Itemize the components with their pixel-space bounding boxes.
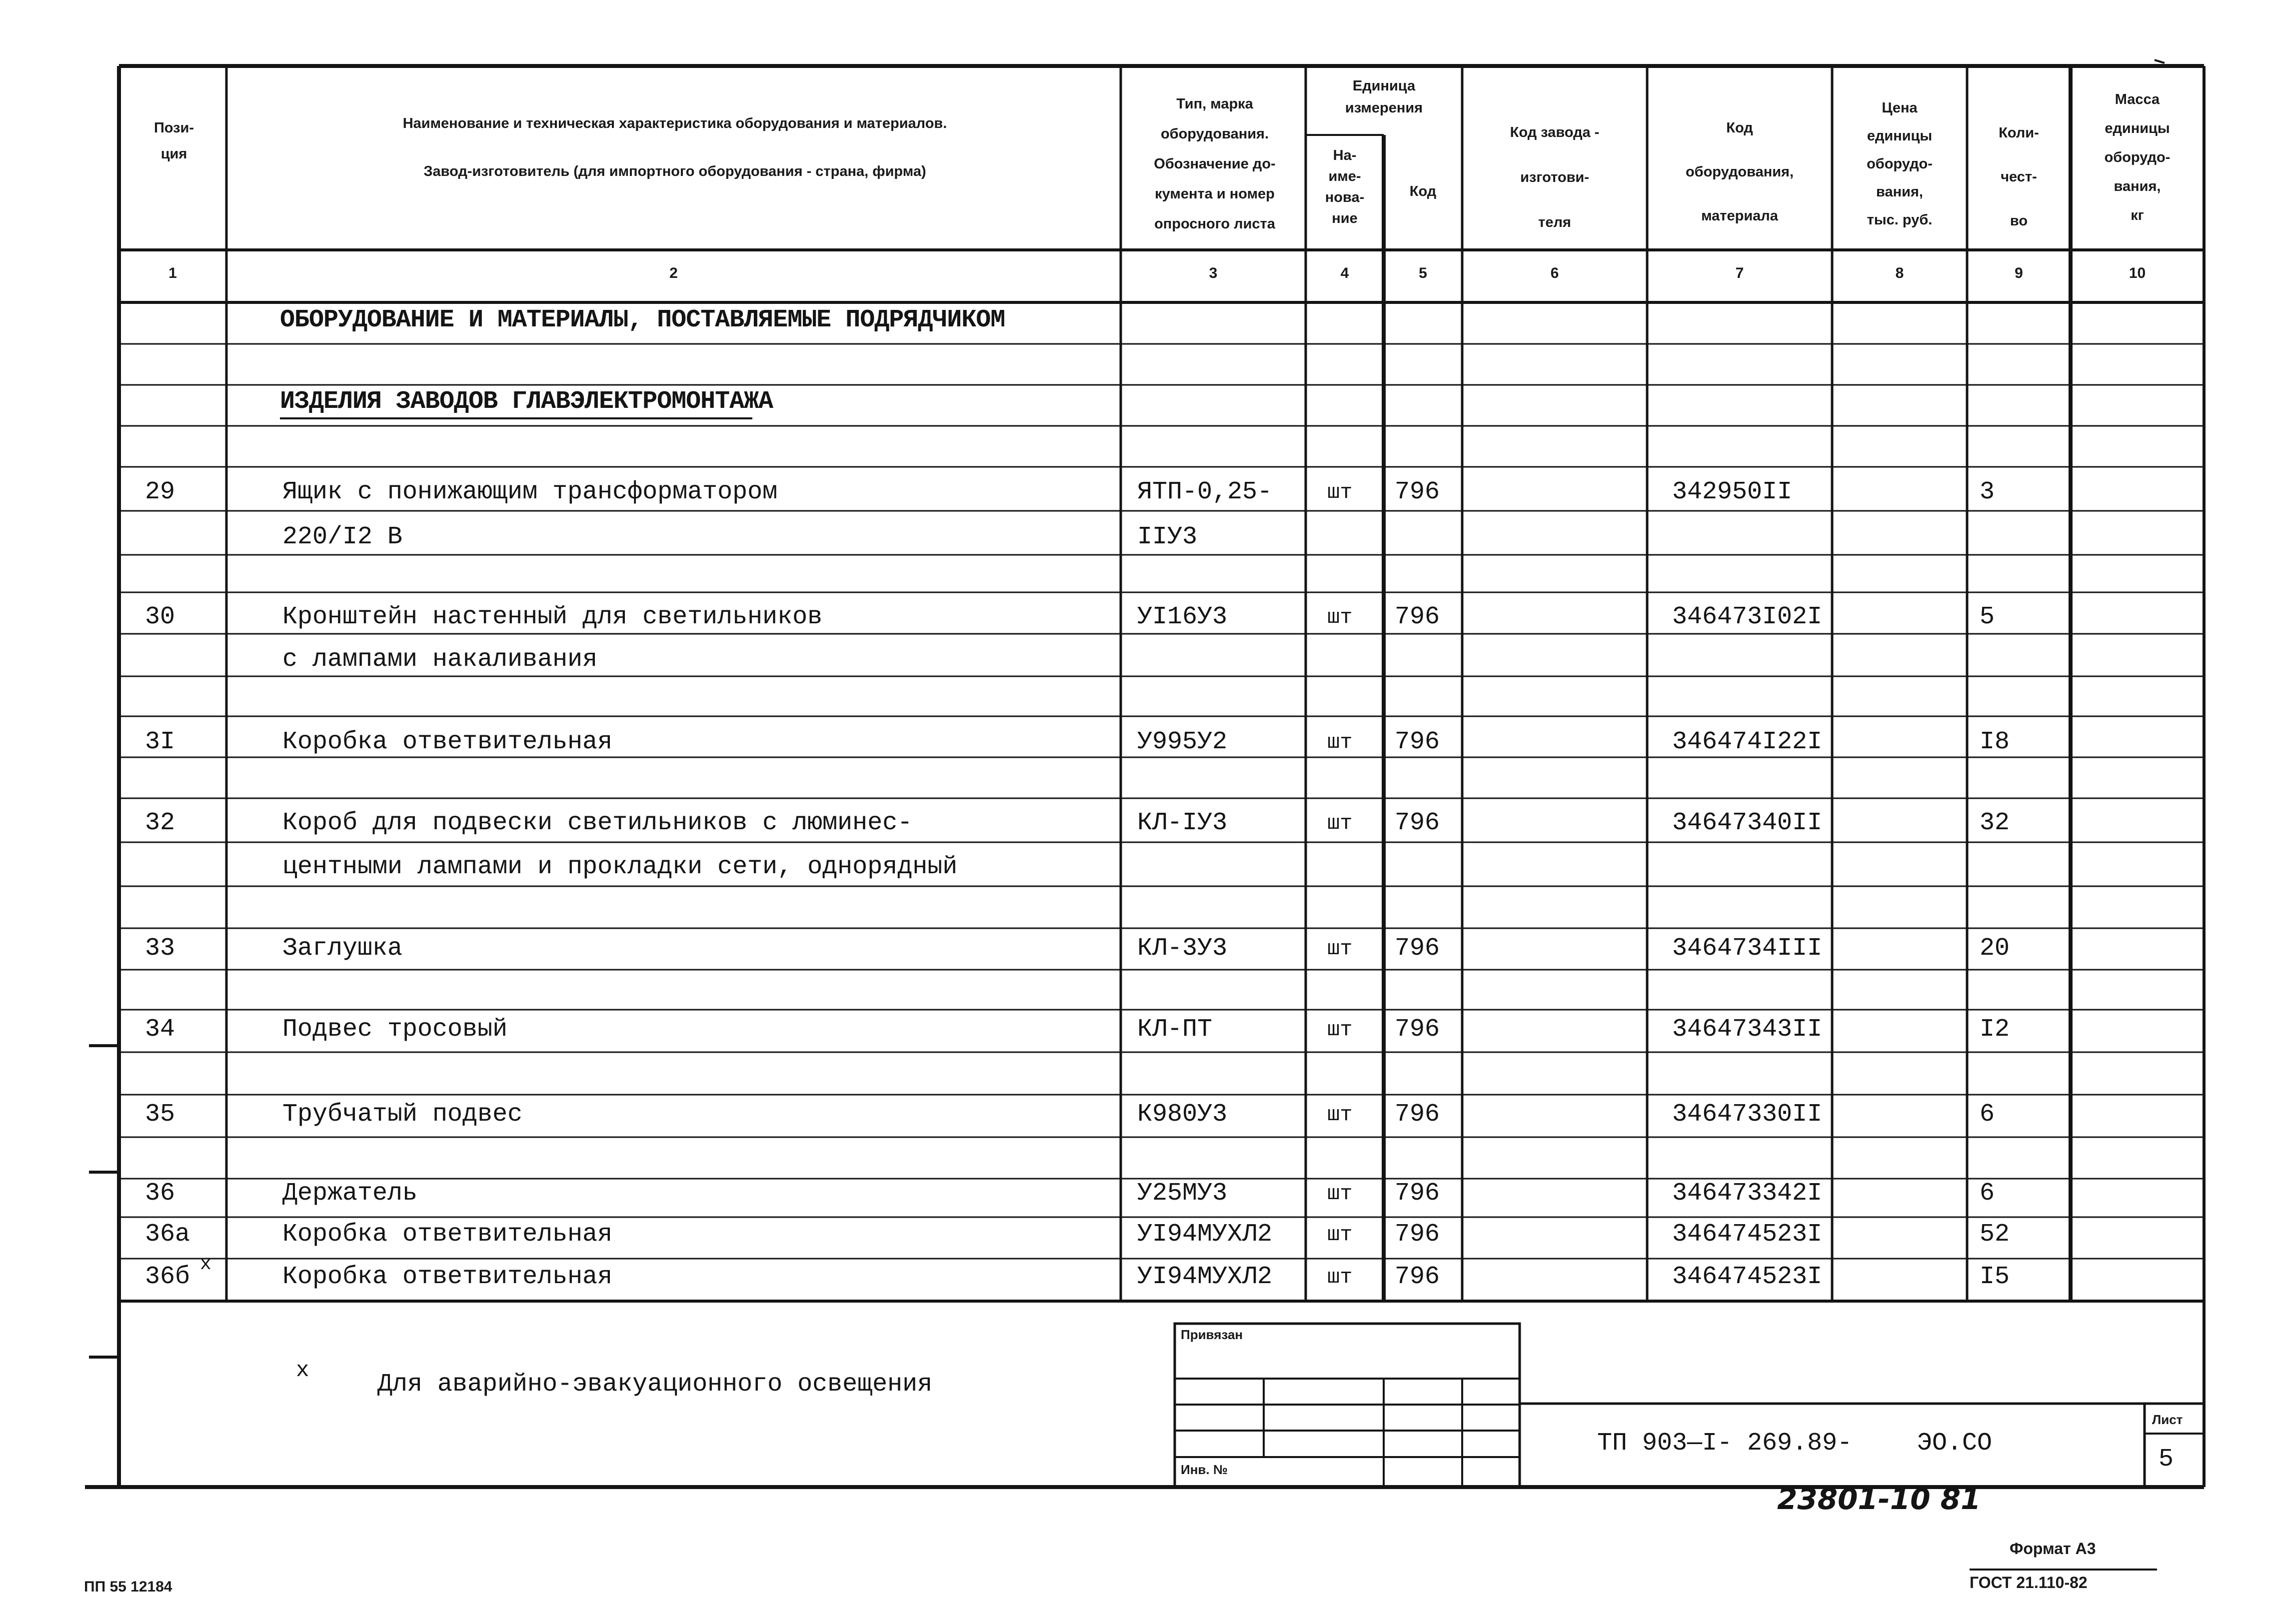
cell-name: Заглушка — [282, 934, 403, 963]
cell-unit: шт — [1327, 605, 1353, 629]
colnum-10: 10 — [2129, 265, 2146, 281]
colnum-5: 5 — [1419, 265, 1427, 281]
header-unit: Единица измерения — [1345, 78, 1423, 116]
sheet-label: Лист — [2152, 1412, 2183, 1427]
cell-unit-code: 796 — [1395, 478, 1440, 506]
cell-unit-code: 796 — [1395, 1179, 1440, 1208]
cell-position: 36б — [145, 1263, 190, 1291]
footnote-text: Для аварийно-эвакуационного освещения — [377, 1370, 933, 1399]
cell-unit-code: 796 — [1395, 603, 1440, 631]
cell-unit: шт — [1327, 1018, 1353, 1042]
cell-unit: шт — [1327, 1182, 1353, 1206]
cell-quantity: 6 — [1980, 1179, 1995, 1208]
cell-type: УI94МУХЛ2 — [1137, 1220, 1273, 1249]
cell-position: 29 — [145, 478, 175, 506]
cell-type: К980У3 — [1137, 1100, 1228, 1129]
cell-unit: шт — [1327, 480, 1353, 504]
cell-position: 3I — [145, 728, 175, 756]
cell-position: 36а — [145, 1220, 190, 1249]
section-heading: ОБОРУДОВАНИЕ И МАТЕРИАЛЫ, ПОСТАВЛЯЕМЫЕ ПОДРЯДЧИКОМ — [280, 306, 1005, 334]
header-maker-code: Код завода - изготови- теля — [1510, 124, 1600, 230]
cell-unit-code: 796 — [1395, 1263, 1440, 1291]
header-quantity: Коли- чест- во — [1999, 125, 2039, 229]
cell-unit-code: 796 — [1395, 728, 1440, 756]
cell-name: Короб для подвески светильников с люминес- — [282, 809, 913, 837]
cell-name: Подвес тросовый — [282, 1015, 508, 1044]
cell-equipment-code: 342950II — [1672, 478, 1793, 506]
cell-type: УI16У3 — [1137, 603, 1228, 631]
cell-type: ЯТП-0,25- — [1137, 478, 1273, 506]
colnum-8: 8 — [1895, 265, 1904, 281]
cell-name: Трубчатый подвес — [282, 1100, 523, 1129]
cell-unit-code: 796 — [1395, 1220, 1440, 1249]
cell-quantity: I8 — [1980, 728, 2010, 756]
cell-quantity: I5 — [1980, 1263, 2010, 1291]
cell-unit: шт — [1327, 811, 1353, 835]
cell-unit-code: 796 — [1395, 809, 1440, 837]
cell-name: с лампами накаливания — [282, 645, 598, 674]
header-mass: Масса единицы оборудо- вания, кг — [2104, 91, 2171, 223]
footnote-mark: х — [296, 1358, 309, 1383]
cell-equipment-code: 3464734III — [1672, 934, 1823, 963]
document-section: ЭО.СО — [1917, 1429, 1993, 1458]
header-price: Цена единицы оборудо- вания, тыс. руб. — [1867, 100, 1933, 228]
cell-unit-code: 796 — [1395, 934, 1440, 963]
cell-unit-code: 796 — [1395, 1100, 1440, 1129]
cell-unit: шт — [1327, 1265, 1353, 1289]
cell-equipment-code: 346474I22I — [1672, 728, 1823, 756]
cell-quantity: 32 — [1980, 809, 2010, 837]
cell-type: У995У2 — [1137, 728, 1228, 756]
cell-name: центными лампами и прокладки сети, однорядный — [282, 853, 958, 881]
cell-name: Кронштейн настенный для светильников — [282, 603, 823, 631]
cell-position: 35 — [145, 1100, 175, 1129]
gost-label: ГОСТ 21.110-82 — [1970, 1574, 2088, 1592]
colnum-7: 7 — [1735, 265, 1744, 281]
colnum-1: 1 — [168, 265, 177, 281]
cell-quantity: 3 — [1980, 478, 1995, 506]
cell-name: 220/I2 В — [282, 523, 403, 551]
sheet-number: 5 — [2159, 1445, 2174, 1474]
handwritten-number: 23801-10 81 — [1777, 1482, 1981, 1516]
cell-type: У25МУ3 — [1137, 1179, 1228, 1208]
cell-position: 34 — [145, 1015, 175, 1044]
colnum-9: 9 — [2015, 265, 2023, 281]
cell-name: Держатель — [282, 1179, 418, 1208]
cell-equipment-code: 346473342I — [1672, 1179, 1823, 1208]
cell-quantity: 52 — [1980, 1220, 2010, 1249]
stamp-privyazan: Привязан — [1181, 1327, 1243, 1342]
cell-type: КЛ-IУ3 — [1137, 809, 1228, 837]
cell-name: Ящик с понижающим трансформатором — [282, 478, 778, 506]
cell-quantity: I2 — [1980, 1015, 2010, 1044]
colnum-6: 6 — [1550, 265, 1559, 281]
cell-equipment-code: 346474523I — [1672, 1263, 1823, 1291]
cell-unit: шт — [1327, 730, 1353, 754]
cell-equipment-code: 34647340II — [1672, 809, 1823, 837]
cell-equipment-code: 34647343II — [1672, 1015, 1823, 1044]
cell-equipment-code: 34647330II — [1672, 1100, 1823, 1129]
section-subheading: ИЗДЕЛИЯ ЗАВОДОВ ГЛАВЭЛЕКТРОМОНТАЖА — [280, 387, 773, 416]
cell-name: Коробка ответвительная — [282, 1263, 613, 1291]
cell-position: 36 — [145, 1179, 175, 1208]
document-code: ТП 903—I- 269.89- — [1597, 1429, 1853, 1458]
cell-position: 33 — [145, 934, 175, 963]
cell-unit: шт — [1327, 1103, 1353, 1127]
header-position: Пози- ция — [153, 120, 194, 162]
cell-type: IIУ3 — [1137, 523, 1198, 551]
header-equipment-code: Код оборудования, материала — [1685, 120, 1794, 224]
header-type: Тип, марка оборудования. Обозначение до- кумента и номер опросного листа — [1154, 96, 1276, 232]
cell-name: Коробка ответвительная — [282, 728, 613, 756]
cell-type: УI94МУХЛ2 — [1137, 1263, 1273, 1291]
stamp-inventory: Инв. № — [1181, 1462, 1228, 1477]
format-label: Формат А3 — [2010, 1540, 2096, 1558]
cell-unit: шт — [1327, 1223, 1353, 1247]
cell-quantity: 5 — [1980, 603, 1995, 631]
cell-name: Коробка ответвительная — [282, 1220, 613, 1249]
header-name-line2: Завод-изготовитель (для импортного оборудования - страна, фирма) — [423, 163, 926, 179]
cell-type: КЛ-3У3 — [1137, 934, 1228, 963]
cell-quantity: 6 — [1980, 1100, 1995, 1129]
colnum-4: 4 — [1340, 265, 1349, 281]
bottom-left-code: ПП 55 12184 — [84, 1579, 172, 1595]
cell-equipment-code: 346474523I — [1672, 1220, 1823, 1249]
cell-quantity: 20 — [1980, 934, 2010, 963]
cell-unit: шт — [1327, 937, 1353, 961]
footnote-ref-mark: х — [200, 1254, 211, 1275]
cell-type: КЛ-ПТ — [1137, 1015, 1213, 1044]
header-name-line1: Наименование и техническая характеристика оборудования и материалов. — [402, 115, 947, 131]
header-unit-name: На- име- нова- ние — [1325, 147, 1365, 226]
cell-unit-code: 796 — [1395, 1015, 1440, 1044]
cell-position: 30 — [145, 603, 175, 631]
cell-position: 32 — [145, 809, 175, 837]
colnum-2: 2 — [669, 265, 678, 281]
colnum-3: 3 — [1209, 265, 1218, 281]
header-unit-code: Код — [1409, 183, 1437, 199]
cell-equipment-code: 346473I02I — [1672, 603, 1823, 631]
